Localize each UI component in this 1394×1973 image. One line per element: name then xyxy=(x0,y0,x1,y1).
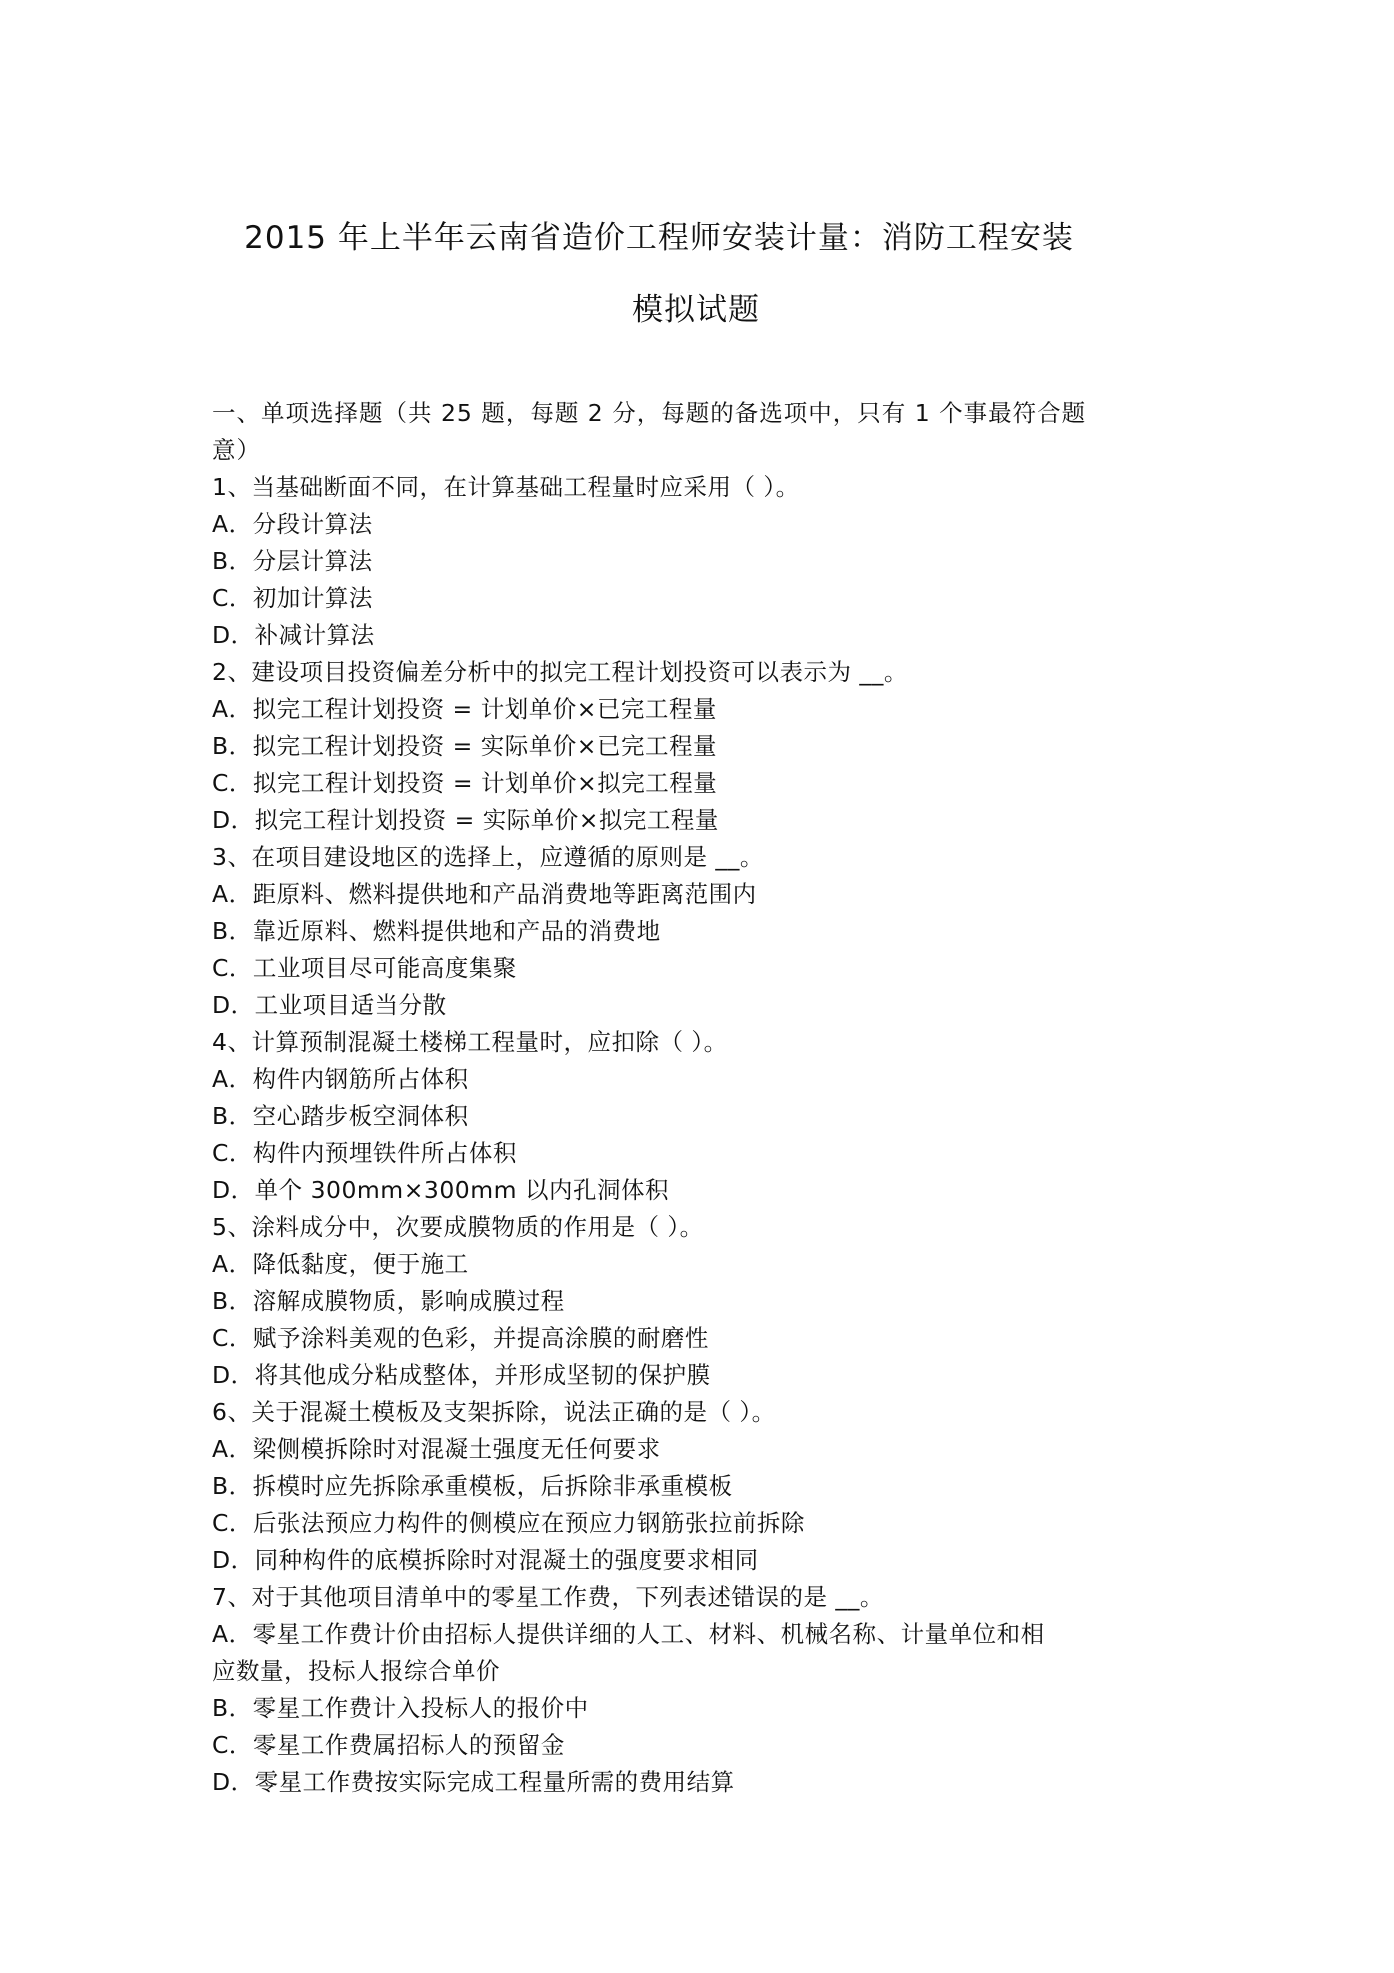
option-line: A．距原料、燃料提供地和产品消费地等距离范围内 xyxy=(212,880,757,908)
option-line: D．工业项目适当分散 xyxy=(212,991,447,1019)
question-5: 5、涂料成分中，次要成膜物质的作用是（ ）。 xyxy=(212,1213,704,1241)
option-line: B．拟完工程计划投资 = 实际单价×已完工程量 xyxy=(212,732,717,760)
option-line: C．后张法预应力构件的侧模应在预应力钢筋张拉前拆除 xyxy=(212,1509,805,1537)
option-line: B．分层计算法 xyxy=(212,547,373,575)
option-line: B．溶解成膜物质，影响成膜过程 xyxy=(212,1287,565,1315)
option-line: C．赋予涂料美观的色彩，并提高涂膜的耐磨性 xyxy=(212,1324,709,1352)
option-line: A．拟完工程计划投资 = 计划单价×已完工程量 xyxy=(212,695,717,723)
question-1: 1、当基础断面不同，在计算基础工程量时应采用（ ）。 xyxy=(212,473,800,501)
option-line: C．拟完工程计划投资 = 计划单价×拟完工程量 xyxy=(212,769,718,797)
option-line: D．拟完工程计划投资 = 实际单价×拟完工程量 xyxy=(212,806,719,834)
option-line: A．梁侧模拆除时对混凝土强度无任何要求 xyxy=(212,1435,661,1463)
option-line: C．工业项目尽可能高度集聚 xyxy=(212,954,517,982)
option-line: B．拆模时应先拆除承重模板，后拆除非承重模板 xyxy=(212,1472,733,1500)
option-line: B．空心踏步板空洞体积 xyxy=(212,1102,469,1130)
document-body xyxy=(212,395,1202,1801)
option-line: A．降低黏度，便于施工 xyxy=(212,1250,469,1278)
question-7: 7、对于其他项目清单中的零星工作费，下列表述错误的是 __。 xyxy=(212,1583,884,1611)
option-line: B．靠近原料、燃料提供地和产品的消费地 xyxy=(212,917,661,945)
option-line: D．将其他成分粘成整体，并形成坚韧的保护膜 xyxy=(212,1361,711,1389)
option-line: D．零星工作费按实际完成工程量所需的费用结算 xyxy=(212,1768,735,1796)
option-line: D．单个 300mm×300mm 以内孔洞体积 xyxy=(212,1176,670,1204)
question-3: 3、在项目建设地区的选择上，应遵循的原则是 __。 xyxy=(212,843,764,871)
section-heading-continued: 意） xyxy=(212,436,261,464)
option-line: C．构件内预埋铁件所占体积 xyxy=(212,1139,517,1167)
question-6: 6、关于混凝土模板及支架拆除，说法正确的是（ ）。 xyxy=(212,1398,776,1426)
question-4: 4、计算预制混凝土楼梯工程量时，应扣除（ ）。 xyxy=(212,1028,728,1056)
document-title-line-2: 模拟试题 xyxy=(632,292,760,328)
option-line-continued: 应数量，投标人报综合单价 xyxy=(212,1657,500,1685)
option-line: C．零星工作费属招标人的预留金 xyxy=(212,1731,565,1759)
section-heading: 一、单项选择题（共 25 题，每题 2 分，每题的备选项中，只有 1 个事最符合题 xyxy=(212,399,1087,427)
option-line: A．零星工作费计价由招标人提供详细的人工、材料、机械名称、计量单位和相 xyxy=(212,1620,1045,1648)
option-line: B．零星工作费计入投标人的报价中 xyxy=(212,1694,589,1722)
document-title-line-1: 2015 年上半年云南省造价工程师安装计量：消防工程安装 xyxy=(244,220,1074,256)
option-line: D．同种构件的底模拆除时对混凝土的强度要求相同 xyxy=(212,1546,759,1574)
option-line: A．分段计算法 xyxy=(212,510,373,538)
option-line: C．初加计算法 xyxy=(212,584,373,612)
option-line: A．构件内钢筋所占体积 xyxy=(212,1065,469,1093)
question-2: 2、建设项目投资偏差分析中的拟完工程计划投资可以表示为 __。 xyxy=(212,658,908,686)
option-line: D．补减计算法 xyxy=(212,621,375,649)
